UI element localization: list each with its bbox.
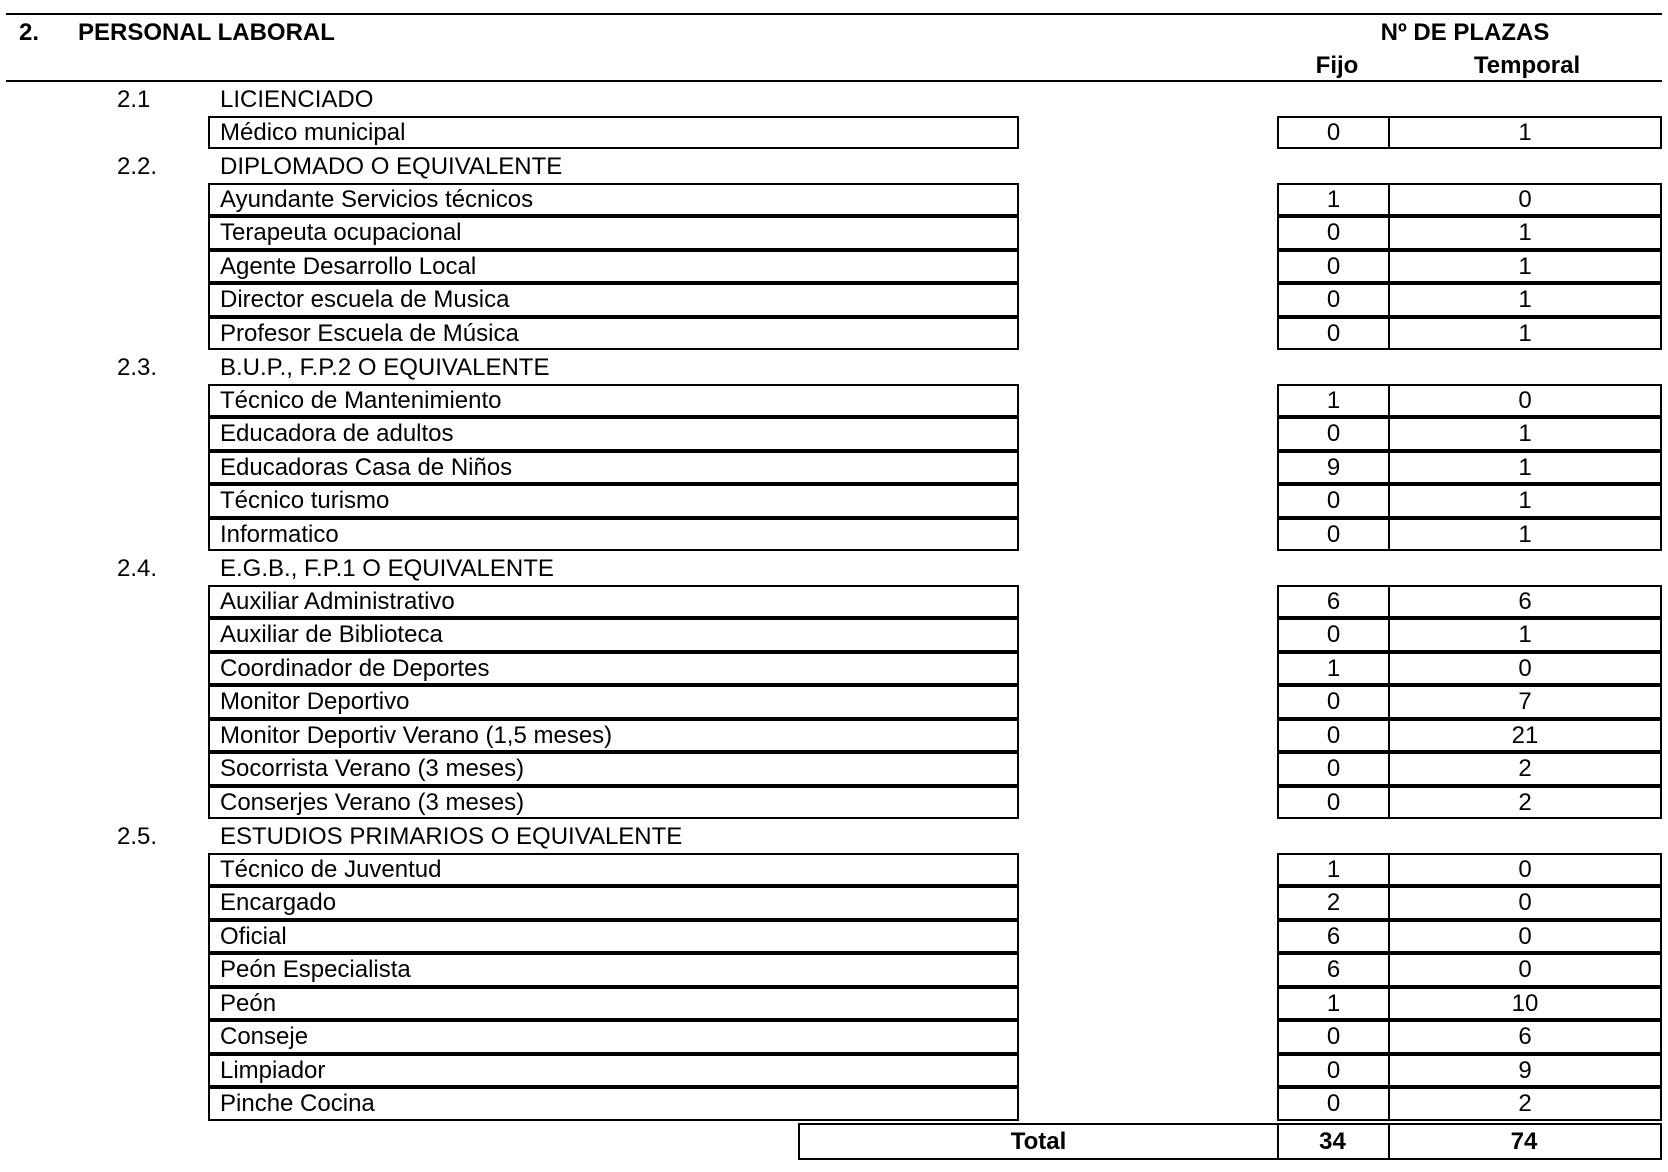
table-cell-fijo: 1: [1277, 987, 1390, 1021]
table-row-name: Encargado: [208, 886, 1019, 920]
table-cell-fijo: 1: [1277, 384, 1390, 418]
table-cell-temporal: 0: [1388, 953, 1662, 987]
table-row-name: Ayundante Servicios técnicos: [208, 183, 1019, 217]
total-label: Total: [798, 1123, 1279, 1160]
table-cell-fijo: 1: [1277, 183, 1390, 217]
table-row-name: Médico municipal: [208, 116, 1019, 150]
table-row-name: Auxiliar de Biblioteca: [208, 618, 1019, 652]
table-cell-temporal: 7: [1388, 685, 1662, 719]
table-row-name: Peón: [208, 987, 1019, 1021]
table-cell-temporal: 0: [1388, 183, 1662, 217]
section-title: PERSONAL LABORAL: [78, 19, 335, 46]
table-row-name: Socorrista Verano (3 meses): [208, 752, 1019, 786]
category-label: B.U.P., F.P.2 O EQUIVALENTE: [220, 354, 550, 381]
category-label: E.G.B., F.P.1 O EQUIVALENTE: [220, 555, 554, 582]
table-cell-temporal: 0: [1388, 886, 1662, 920]
table-cell-fijo: 0: [1277, 417, 1390, 451]
table-cell-fijo: 0: [1277, 685, 1390, 719]
total-fijo: 34: [1277, 1123, 1390, 1160]
table-cell-temporal: 0: [1388, 920, 1662, 954]
table-cell-temporal: 9: [1388, 1054, 1662, 1088]
table-cell-temporal: 0: [1388, 384, 1662, 418]
table-cell-fijo: 2: [1277, 886, 1390, 920]
table-row-name: Terapeuta ocupacional: [208, 216, 1019, 250]
table-cell-temporal: 6: [1388, 585, 1662, 619]
table-cell-fijo: 1: [1277, 853, 1390, 887]
table-cell-temporal: 1: [1388, 618, 1662, 652]
table-cell-fijo: 0: [1277, 618, 1390, 652]
table-row-name: Técnico de Mantenimiento: [208, 384, 1019, 418]
table-cell-fijo: 0: [1277, 518, 1390, 552]
table-row-name: Informatico: [208, 518, 1019, 552]
category-label: DIPLOMADO O EQUIVALENTE: [220, 153, 563, 180]
table-cell-fijo: 6: [1277, 920, 1390, 954]
table-row-name: Limpiador: [208, 1054, 1019, 1088]
table-cell-temporal: 2: [1388, 1087, 1662, 1121]
table-cell-temporal: 1: [1388, 216, 1662, 250]
table-cell-fijo: 0: [1277, 283, 1390, 317]
category-code: 2.4.: [117, 555, 158, 582]
table-cell-fijo: 9: [1277, 451, 1390, 485]
table-cell-fijo: 0: [1277, 1054, 1390, 1088]
table-row-name: Peón Especialista: [208, 953, 1019, 987]
category-code: 2.5.: [117, 823, 158, 850]
header-temporal: Temporal: [1473, 52, 1581, 79]
table-cell-fijo: 0: [1277, 1087, 1390, 1121]
table-row-name: Director escuela de Musica: [208, 283, 1019, 317]
header-fijo: Fijo: [1315, 52, 1359, 79]
table-cell-temporal: 0: [1388, 853, 1662, 887]
table-cell-temporal: 1: [1388, 451, 1662, 485]
table-cell-temporal: 6: [1388, 1020, 1662, 1054]
table-cell-temporal: 10: [1388, 987, 1662, 1021]
table-row-name: Técnico turismo: [208, 484, 1019, 518]
table-cell-temporal: 1: [1388, 283, 1662, 317]
table-row-name: Profesor Escuela de Música: [208, 317, 1019, 351]
table-row-name: Técnico de Juventud: [208, 853, 1019, 887]
header-plazas: Nº DE PLAZAS: [1380, 19, 1550, 46]
table-cell-fijo: 0: [1277, 216, 1390, 250]
table-row-name: Educadoras Casa de Niños: [208, 451, 1019, 485]
table-cell-fijo: 0: [1277, 786, 1390, 820]
table-cell-fijo: 0: [1277, 719, 1390, 753]
table-cell-temporal: 2: [1388, 786, 1662, 820]
table-cell-fijo: 0: [1277, 116, 1390, 150]
table-row-name: Educadora de adultos: [208, 417, 1019, 451]
table-row-name: Conserjes Verano (3 meses): [208, 786, 1019, 820]
category-label: ESTUDIOS PRIMARIOS O EQUIVALENTE: [220, 823, 683, 850]
table-cell-fijo: 0: [1277, 250, 1390, 284]
table-cell-temporal: 0: [1388, 652, 1662, 686]
category-code: 2.1: [117, 86, 151, 113]
table-row-name: Oficial: [208, 920, 1019, 954]
section-number: 2.: [19, 19, 40, 46]
table-cell-temporal: 21: [1388, 719, 1662, 753]
table-row-name: Monitor Deportivo: [208, 685, 1019, 719]
table-row-name: Conseje: [208, 1020, 1019, 1054]
category-code: 2.3.: [117, 354, 158, 381]
category-label: LICIENCIADO: [220, 86, 374, 113]
table-cell-fijo: 0: [1277, 1020, 1390, 1054]
table-row-name: Auxiliar Administrativo: [208, 585, 1019, 619]
table-cell-fijo: 1: [1277, 652, 1390, 686]
table-row-name: Monitor Deportiv Verano (1,5 meses): [208, 719, 1019, 753]
table-cell-temporal: 1: [1388, 518, 1662, 552]
table-cell-temporal: 1: [1388, 417, 1662, 451]
table-cell-fijo: 6: [1277, 585, 1390, 619]
table-cell-fijo: 0: [1277, 317, 1390, 351]
table-cell-temporal: 1: [1388, 250, 1662, 284]
table-row-name: Coordinador de Deportes: [208, 652, 1019, 686]
table-cell-temporal: 1: [1388, 484, 1662, 518]
table-cell-temporal: 1: [1388, 317, 1662, 351]
table-cell-fijo: 0: [1277, 484, 1390, 518]
table-row-name: Pinche Cocina: [208, 1087, 1019, 1121]
table-cell-temporal: 2: [1388, 752, 1662, 786]
table-cell-fijo: 0: [1277, 752, 1390, 786]
table-cell-temporal: 1: [1388, 116, 1662, 150]
total-temporal: 74: [1388, 1123, 1662, 1160]
category-code: 2.2.: [117, 153, 158, 180]
table-row-name: Agente Desarrollo Local: [208, 250, 1019, 284]
table-cell-fijo: 6: [1277, 953, 1390, 987]
